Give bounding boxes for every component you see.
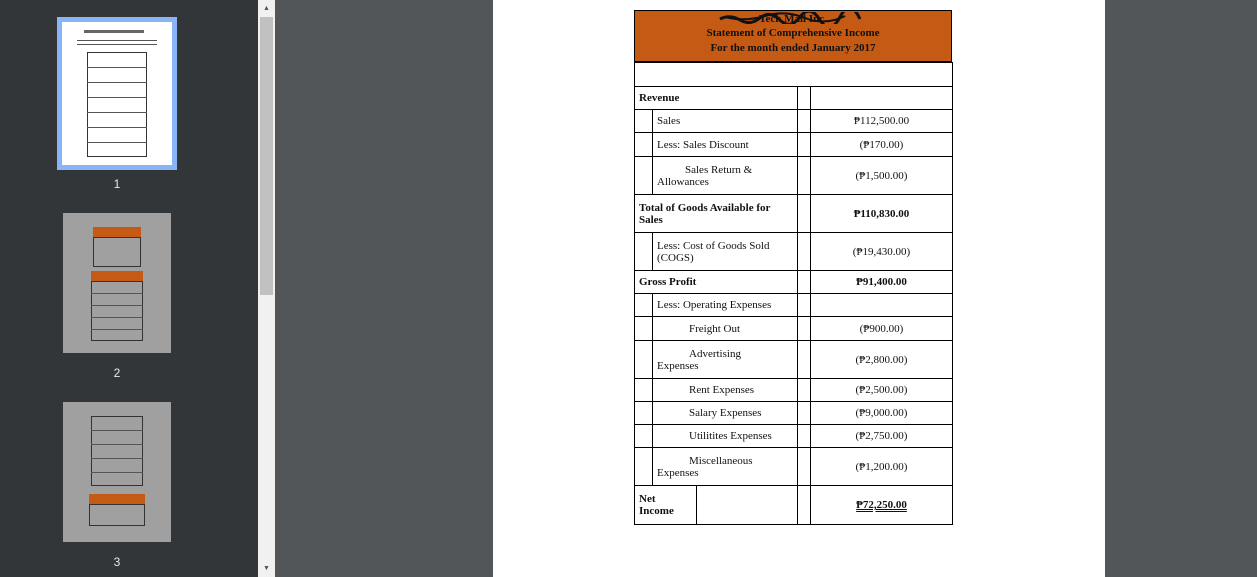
cogs-label-line1: Less: Cost of Goods Sold (657, 239, 770, 252)
table-row (635, 402, 953, 425)
blank-cell (798, 341, 811, 379)
blank-cell (635, 402, 653, 425)
advertising-label (653, 341, 798, 379)
sales-return-label-line2: Allowances (657, 175, 709, 188)
revenue-label: Revenue (635, 87, 798, 110)
advertising-value: (₱2,800.00) (811, 341, 953, 379)
blank-cell (635, 63, 953, 87)
sales-discount-label: Less: Sales Discount (653, 133, 798, 157)
scrollbar-thumb[interactable] (260, 17, 273, 295)
rent-value: (₱2,500.00) (811, 379, 953, 402)
blank-cell (798, 317, 811, 341)
advertising-label-line1: Advertising (689, 347, 741, 360)
table-row (635, 87, 953, 110)
salary-label: Salary Expenses (653, 402, 798, 425)
misc-label (653, 448, 798, 486)
freight-out-value: (₱900.00) (811, 317, 953, 341)
blank-cell (811, 294, 953, 317)
blank-cell (635, 110, 653, 133)
page-number-label: 2 (113, 366, 121, 380)
blank-cell (798, 379, 811, 402)
scroll-up-arrow-icon[interactable]: ▲ (263, 5, 270, 12)
page-number-label: 3 (113, 555, 121, 569)
scroll-down-arrow-icon[interactable]: ▼ (263, 565, 270, 572)
blank-cell (798, 425, 811, 448)
gross-profit-value: ₱91,400.00 (811, 271, 953, 294)
table-row (635, 379, 953, 402)
blank-cell (811, 87, 953, 110)
utilities-label: Utilitites Expenses (653, 425, 798, 448)
blank-cell (798, 448, 811, 486)
blank-cell (635, 317, 653, 341)
thumbnail-sidebar (0, 0, 258, 577)
salary-value: (₱9,000.00) (811, 402, 953, 425)
net-income-label (635, 486, 798, 525)
blank-cell (798, 271, 811, 294)
blank-cell (798, 294, 811, 317)
statement-period: For the month ended January 2017 (710, 42, 876, 54)
cogs-label-line2: (COGS) (657, 251, 694, 264)
net-income-label-line2: Income (639, 505, 674, 517)
sales-return-value: (₱1,500.00) (811, 157, 953, 195)
blank-cell (798, 402, 811, 425)
blank-cell (635, 157, 653, 195)
income-statement (634, 10, 952, 525)
table-row (635, 425, 953, 448)
misc-value: (₱1,200.00) (811, 448, 953, 486)
table-row (635, 63, 953, 87)
blank-cell (798, 157, 811, 195)
table-row (635, 157, 953, 195)
table-row (635, 486, 953, 525)
blank-cell (635, 294, 653, 317)
redaction-scribble (715, 12, 865, 24)
table-row (635, 110, 953, 133)
table-row (635, 448, 953, 486)
table-row (635, 317, 953, 341)
table-row (635, 133, 953, 157)
blank-cell (635, 379, 653, 402)
net-income-amount: ₱72,250.00 (856, 499, 907, 511)
utilities-value: (₱2,750.00) (811, 425, 953, 448)
page-number-label: 1 (113, 177, 121, 191)
statement-header (634, 10, 952, 62)
operating-expenses-label: Less: Operating Expenses (653, 294, 798, 317)
misc-label-line1: Miscellaneous (689, 454, 753, 467)
sales-value: ₱112,500.00 (811, 110, 953, 133)
blank-cell (798, 486, 811, 525)
blank-cell (697, 486, 797, 524)
net-income-value (811, 486, 953, 525)
blank-cell (635, 425, 653, 448)
misc-label-line2: Expenses (657, 466, 699, 479)
total-goods-label-line1: Total of Goods Available for (639, 201, 771, 214)
freight-out-label: Freight Out (653, 317, 798, 341)
table-row (635, 294, 953, 317)
net-income-label-line1: Net (639, 493, 656, 505)
blank-cell (635, 341, 653, 379)
statement-title: Statement of Comprehensive Income (706, 27, 880, 39)
document-viewer (275, 0, 1257, 577)
blank-cell (798, 233, 811, 271)
page-thumbnail-2[interactable] (63, 213, 171, 353)
table-row (635, 195, 953, 233)
total-goods-label (635, 195, 798, 233)
vertical-scrollbar[interactable] (258, 0, 275, 577)
gross-profit-label: Gross Profit (635, 271, 798, 294)
blank-cell (798, 87, 811, 110)
blank-cell (798, 133, 811, 157)
sales-label: Sales (653, 110, 798, 133)
blank-cell (798, 195, 811, 233)
pdf-page (493, 0, 1105, 577)
table-row (635, 271, 953, 294)
sales-return-label (653, 157, 798, 195)
table-row (635, 341, 953, 379)
blank-cell (635, 448, 653, 486)
blank-cell (635, 233, 653, 271)
rent-label: Rent Expenses (653, 379, 798, 402)
sales-return-label-line1: Sales Return & (685, 163, 753, 176)
cogs-label (653, 233, 798, 271)
table-row (635, 233, 953, 271)
statement-table (634, 62, 953, 525)
sales-discount-value: (₱170.00) (811, 133, 953, 157)
cogs-value: (₱19,430.00) (811, 233, 953, 271)
page-thumbnail-1[interactable] (57, 17, 177, 170)
blank-cell (798, 110, 811, 133)
company-name: Tech Mall Inc. (759, 13, 827, 25)
blank-cell (635, 133, 653, 157)
advertising-label-line2: Expenses (657, 359, 699, 372)
total-goods-value: ₱110,830.00 (811, 195, 953, 233)
total-goods-label-line2: Sales (639, 213, 663, 226)
net-income-label-box (635, 486, 697, 524)
page-thumbnail-3[interactable] (63, 402, 171, 542)
